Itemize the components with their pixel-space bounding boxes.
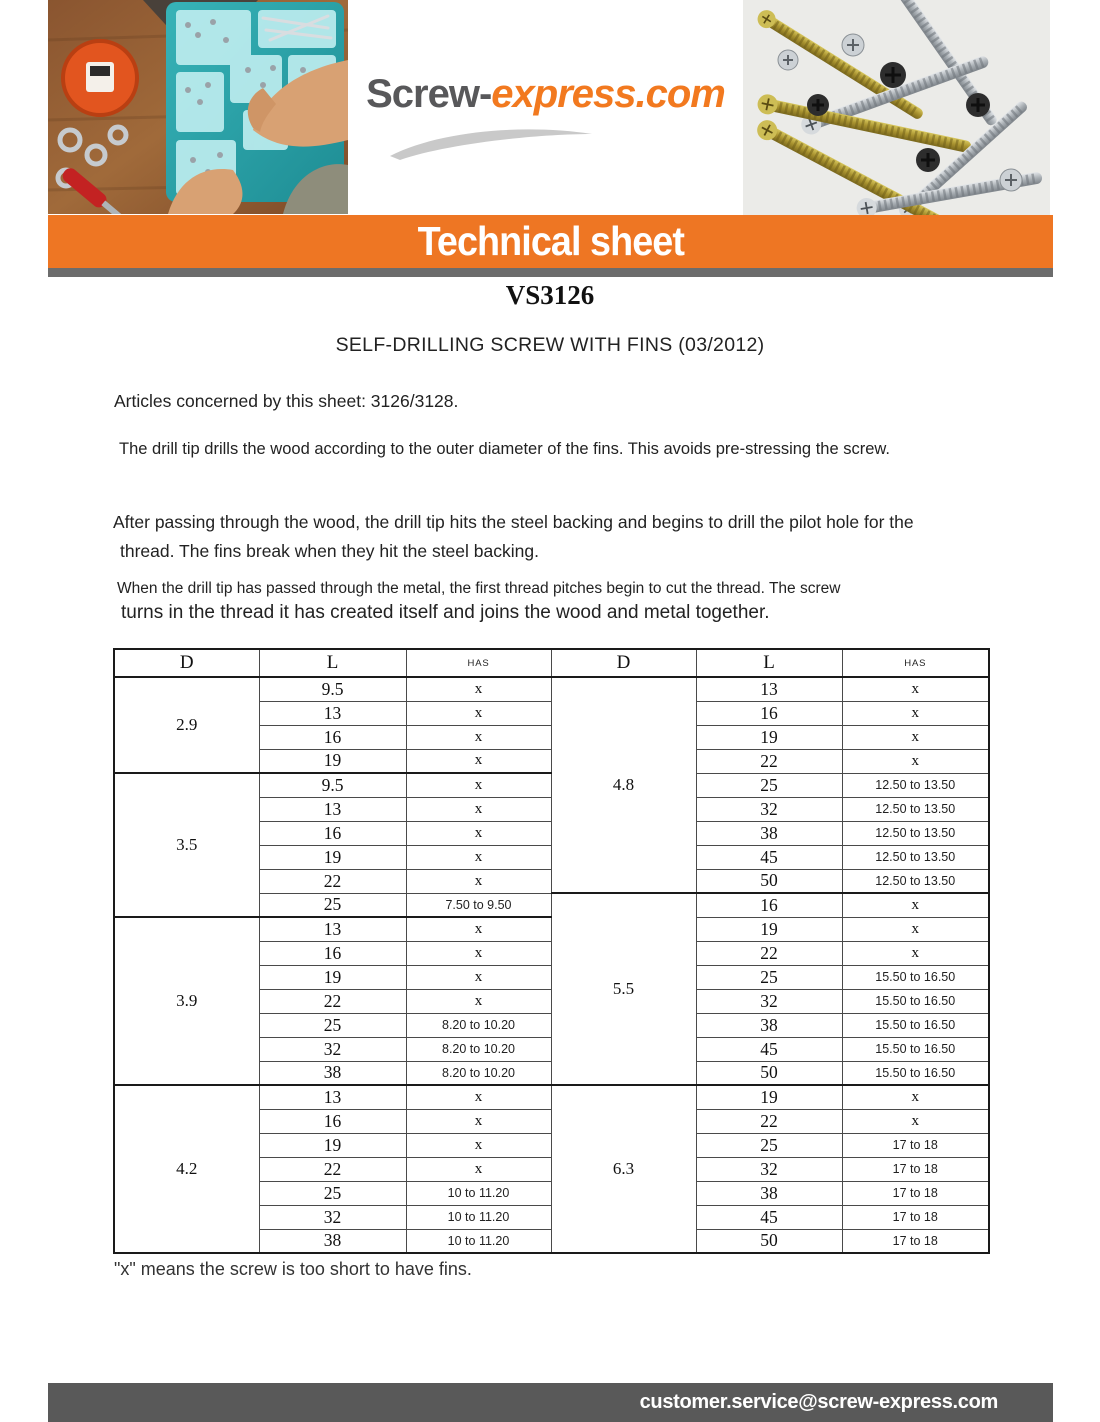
has-value-right: x xyxy=(842,749,989,773)
d-value-right: 6.3 xyxy=(551,1085,696,1253)
l-value-right: 13 xyxy=(696,677,842,701)
l-value-right: 50 xyxy=(696,1229,842,1253)
l-value-left: 22 xyxy=(259,869,406,893)
banner-title: Technical sheet xyxy=(417,218,684,264)
has-value-left: x xyxy=(406,821,551,845)
l-value-left: 13 xyxy=(259,797,406,821)
has-value-right: x xyxy=(842,1085,989,1109)
has-value-right: 17 to 18 xyxy=(842,1157,989,1181)
has-value-left: 7.50 to 9.50 xyxy=(406,893,551,917)
has-value-left: x xyxy=(406,773,551,797)
l-value-right: 22 xyxy=(696,749,842,773)
has-value-left: x xyxy=(406,701,551,725)
has-value-right: x xyxy=(842,701,989,725)
screws-photo xyxy=(743,0,1050,215)
paragraph-when-drill xyxy=(117,580,840,624)
l-value-left: 38 xyxy=(259,1229,406,1253)
has-value-right: 15.50 to 16.50 xyxy=(842,1013,989,1037)
has-value-right: 15.50 to 16.50 xyxy=(842,1061,989,1085)
has-value-left: x xyxy=(406,917,551,941)
header-has-right: HAS xyxy=(842,649,989,677)
l-value-left: 16 xyxy=(259,725,406,749)
has-value-right: x xyxy=(842,1109,989,1133)
d-value-right: 5.5 xyxy=(551,893,696,1085)
has-value-left: x xyxy=(406,1085,551,1109)
doc-subtitle: SELF-DRILLING SCREW WITH FINS (03/2012) xyxy=(335,334,765,356)
l-value-right: 19 xyxy=(696,917,842,941)
l-value-right: 50 xyxy=(696,869,842,893)
has-value-left: x xyxy=(406,941,551,965)
has-value-left: 10 to 11.20 xyxy=(406,1181,551,1205)
logo xyxy=(348,0,743,214)
paragraph-when-line2: turns in the thread it has created itself and joins the wood and metal together. xyxy=(121,602,770,623)
paragraph-after-passing xyxy=(113,508,914,566)
has-value-left: x xyxy=(406,725,551,749)
has-value-right: 15.50 to 16.50 xyxy=(842,1037,989,1061)
l-value-right: 32 xyxy=(696,1157,842,1181)
has-value-left: x xyxy=(406,965,551,989)
banner xyxy=(48,215,1053,268)
l-value-left: 22 xyxy=(259,1157,406,1181)
header-has-left: HAS xyxy=(406,649,551,677)
paragraph-articles: Articles concerned by this sheet: 3126/3128. xyxy=(114,391,459,411)
header-d-right: D xyxy=(551,649,696,677)
footer-email: customer.service@screw-express.com xyxy=(639,1391,998,1413)
has-value-left: x xyxy=(406,869,551,893)
l-value-right: 38 xyxy=(696,821,842,845)
has-value-left: 10 to 11.20 xyxy=(406,1205,551,1229)
l-value-left: 25 xyxy=(259,893,406,917)
has-value-right: 17 to 18 xyxy=(842,1133,989,1157)
l-value-left: 9.5 xyxy=(259,773,406,797)
has-value-right: x xyxy=(842,893,989,917)
tools-photo xyxy=(48,0,348,214)
l-value-right: 19 xyxy=(696,725,842,749)
has-value-right: 17 to 18 xyxy=(842,1229,989,1253)
header-d-left: D xyxy=(114,649,259,677)
l-value-left: 16 xyxy=(259,821,406,845)
has-value-right: 15.50 to 16.50 xyxy=(842,965,989,989)
l-value-right: 45 xyxy=(696,845,842,869)
table-row xyxy=(114,1085,989,1109)
has-value-left: x xyxy=(406,749,551,773)
has-value-left: x xyxy=(406,677,551,701)
l-value-left: 32 xyxy=(259,1037,406,1061)
header-l-right: L xyxy=(696,649,842,677)
paragraph-when-line1: When the drill tip has passed through the metal, the first thread pitches begin to cut the thread. The screw xyxy=(117,580,841,597)
d-value-left: 4.2 xyxy=(114,1085,259,1253)
l-value-right: 25 xyxy=(696,773,842,797)
l-value-left: 19 xyxy=(259,965,406,989)
has-value-left: x xyxy=(406,989,551,1013)
d-value-left: 2.9 xyxy=(114,677,259,773)
d-value-right: 4.8 xyxy=(551,677,696,893)
has-value-right: 12.50 to 13.50 xyxy=(842,869,989,893)
l-value-left: 25 xyxy=(259,1013,406,1037)
has-value-right: 17 to 18 xyxy=(842,1205,989,1229)
has-value-right: 12.50 to 13.50 xyxy=(842,821,989,845)
table-row xyxy=(114,677,989,701)
has-value-right: x xyxy=(842,917,989,941)
l-value-left: 9.5 xyxy=(259,677,406,701)
l-value-right: 32 xyxy=(696,797,842,821)
l-value-left: 32 xyxy=(259,1205,406,1229)
l-value-left: 25 xyxy=(259,1181,406,1205)
has-value-left: x xyxy=(406,1157,551,1181)
l-value-right: 38 xyxy=(696,1013,842,1037)
has-value-left: 8.20 to 10.20 xyxy=(406,1037,551,1061)
l-value-left: 13 xyxy=(259,701,406,725)
d-value-left: 3.5 xyxy=(114,773,259,917)
has-value-right: 12.50 to 13.50 xyxy=(842,845,989,869)
spec-table-body xyxy=(114,677,989,1253)
l-value-left: 13 xyxy=(259,1085,406,1109)
has-value-right: x xyxy=(842,941,989,965)
l-value-right: 22 xyxy=(696,1109,842,1133)
l-value-left: 19 xyxy=(259,749,406,773)
has-value-right: x xyxy=(842,725,989,749)
l-value-right: 45 xyxy=(696,1037,842,1061)
l-value-right: 25 xyxy=(696,965,842,989)
has-value-left: 8.20 to 10.20 xyxy=(406,1061,551,1085)
footer-bar xyxy=(48,1383,1053,1422)
has-value-left: x xyxy=(406,797,551,821)
l-value-left: 16 xyxy=(259,941,406,965)
doc-code: VS3126 xyxy=(505,280,595,310)
l-value-right: 19 xyxy=(696,1085,842,1109)
header-l-left: L xyxy=(259,649,406,677)
has-value-right: 17 to 18 xyxy=(842,1181,989,1205)
paragraph-after-line1: After passing through the wood, the drill tip hits the steel backing and begins to drill the pilot hole for the xyxy=(113,512,914,532)
has-value-left: 8.20 to 10.20 xyxy=(406,1013,551,1037)
l-value-right: 22 xyxy=(696,941,842,965)
l-value-right: 16 xyxy=(696,893,842,917)
has-value-left: 10 to 11.20 xyxy=(406,1229,551,1253)
d-value-left: 3.9 xyxy=(114,917,259,1085)
l-value-left: 19 xyxy=(259,845,406,869)
l-value-right: 32 xyxy=(696,989,842,1013)
logo-suffix: express.com xyxy=(491,72,725,116)
l-value-left: 13 xyxy=(259,917,406,941)
l-value-right: 50 xyxy=(696,1061,842,1085)
paragraph-after-line2: thread. The fins break when they hit the steel backing. xyxy=(120,541,539,561)
logo-prefix: Screw- xyxy=(366,72,492,116)
has-value-left: x xyxy=(406,1109,551,1133)
l-value-right: 16 xyxy=(696,701,842,725)
spec-table xyxy=(113,648,990,1254)
screws-photo-art xyxy=(743,0,1050,215)
table-note: "x" means the screw is too short to have fins. xyxy=(114,1259,472,1279)
logo-text xyxy=(348,72,743,117)
l-value-left: 22 xyxy=(259,989,406,1013)
l-value-left: 16 xyxy=(259,1109,406,1133)
paragraph-drill-tip: The drill tip drills the wood according to the outer diameter of the fins. This avoids pre-stressing the screw. xyxy=(119,440,890,458)
table-header-row xyxy=(114,649,989,677)
has-value-right: 12.50 to 13.50 xyxy=(842,773,989,797)
has-value-right: 12.50 to 13.50 xyxy=(842,797,989,821)
l-value-left: 38 xyxy=(259,1061,406,1085)
logo-swoosh xyxy=(386,122,596,162)
has-value-left: x xyxy=(406,1133,551,1157)
l-value-left: 19 xyxy=(259,1133,406,1157)
l-value-right: 38 xyxy=(696,1181,842,1205)
l-value-right: 45 xyxy=(696,1205,842,1229)
has-value-right: x xyxy=(842,677,989,701)
l-value-right: 25 xyxy=(696,1133,842,1157)
banner-divider xyxy=(48,268,1053,277)
has-value-left: x xyxy=(406,845,551,869)
has-value-right: 15.50 to 16.50 xyxy=(842,989,989,1013)
tools-photo-art xyxy=(48,0,348,214)
